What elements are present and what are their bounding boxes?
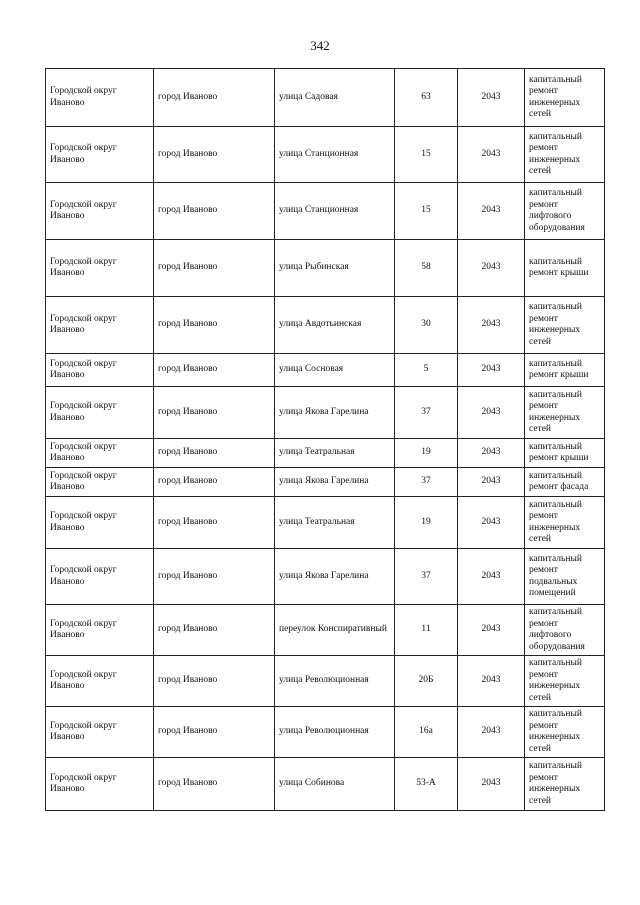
cell-street: улица Якова Гарелина — [275, 549, 395, 605]
cell-work-type: капитальный ремонт инженерных сетей — [525, 758, 605, 811]
cell-house-number: 58 — [395, 240, 458, 297]
cell-work-type: капитальный ремонт инженерных сетей — [525, 707, 605, 758]
cell-region: Городской округ Иваново — [46, 387, 154, 439]
cell-street: улица Собинова — [275, 758, 395, 811]
cell-city: город Иваново — [154, 297, 275, 354]
cell-year: 2043 — [458, 69, 525, 127]
cell-house-number: 30 — [395, 297, 458, 354]
cell-region: Городской округ Иваново — [46, 183, 154, 240]
cell-year: 2043 — [458, 707, 525, 758]
cell-work-type: капитальный ремонт инженерных сетей — [525, 656, 605, 707]
cell-house-number: 15 — [395, 183, 458, 240]
cell-year: 2043 — [458, 656, 525, 707]
cell-region: Городской округ Иваново — [46, 656, 154, 707]
cell-street: улица Театральная — [275, 497, 395, 549]
cell-region: Городской округ Иваново — [46, 758, 154, 811]
cell-year: 2043 — [458, 549, 525, 605]
cell-year: 2043 — [458, 354, 525, 387]
repair-schedule-table — [45, 68, 605, 811]
cell-house-number: 15 — [395, 127, 458, 183]
table-row — [46, 468, 605, 497]
cell-house-number: 5 — [395, 354, 458, 387]
cell-city: город Иваново — [154, 605, 275, 656]
table-row — [46, 354, 605, 387]
cell-city: город Иваново — [154, 354, 275, 387]
cell-city: город Иваново — [154, 707, 275, 758]
cell-house-number: 37 — [395, 468, 458, 497]
cell-street: улица Революционная — [275, 707, 395, 758]
table-row — [46, 387, 605, 439]
cell-city: город Иваново — [154, 549, 275, 605]
cell-region: Городской округ Иваново — [46, 297, 154, 354]
cell-street: улица Якова Гарелина — [275, 468, 395, 497]
cell-house-number: 37 — [395, 387, 458, 439]
table-row — [46, 183, 605, 240]
cell-street: улица Садовая — [275, 69, 395, 127]
cell-street: улица Авдотьинская — [275, 297, 395, 354]
cell-city: город Иваново — [154, 439, 275, 468]
table-row — [46, 297, 605, 354]
cell-region: Городской округ Иваново — [46, 707, 154, 758]
cell-city: город Иваново — [154, 240, 275, 297]
cell-house-number: 11 — [395, 605, 458, 656]
cell-house-number: 19 — [395, 497, 458, 549]
cell-region: Городской округ Иваново — [46, 127, 154, 183]
cell-year: 2043 — [458, 387, 525, 439]
cell-year: 2043 — [458, 439, 525, 468]
cell-work-type: капитальный ремонт крыши — [525, 439, 605, 468]
cell-street: улица Станционная — [275, 183, 395, 240]
table-row — [46, 605, 605, 656]
cell-work-type: капитальный ремонт фасада — [525, 468, 605, 497]
cell-work-type: капитальный ремонт лифтового оборудования — [525, 183, 605, 240]
page-number: 342 — [310, 38, 330, 53]
cell-house-number: 37 — [395, 549, 458, 605]
cell-street: улица Революционная — [275, 656, 395, 707]
cell-work-type: капитальный ремонт инженерных сетей — [525, 127, 605, 183]
cell-house-number: 20Б — [395, 656, 458, 707]
table-row — [46, 127, 605, 183]
cell-work-type: капитальный ремонт крыши — [525, 240, 605, 297]
cell-year: 2043 — [458, 127, 525, 183]
cell-city: город Иваново — [154, 468, 275, 497]
cell-work-type: капитальный ремонт крыши — [525, 354, 605, 387]
cell-region: Городской округ Иваново — [46, 468, 154, 497]
cell-year: 2043 — [458, 240, 525, 297]
cell-city: город Иваново — [154, 127, 275, 183]
cell-year: 2043 — [458, 605, 525, 656]
cell-street: улица Станционная — [275, 127, 395, 183]
cell-region: Городской округ Иваново — [46, 69, 154, 127]
cell-year: 2043 — [458, 758, 525, 811]
cell-work-type: капитальный ремонт подвальных помещений — [525, 549, 605, 605]
table-row — [46, 656, 605, 707]
cell-street: улица Якова Гарелина — [275, 387, 395, 439]
cell-work-type: капитальный ремонт инженерных сетей — [525, 387, 605, 439]
table-row — [46, 549, 605, 605]
table-row — [46, 758, 605, 811]
cell-year: 2043 — [458, 183, 525, 240]
cell-region: Городской округ Иваново — [46, 497, 154, 549]
cell-year: 2043 — [458, 468, 525, 497]
cell-region: Городской округ Иваново — [46, 605, 154, 656]
cell-city: город Иваново — [154, 69, 275, 127]
cell-year: 2043 — [458, 297, 525, 354]
cell-street: улица Театральная — [275, 439, 395, 468]
table-row — [46, 240, 605, 297]
table-row — [46, 439, 605, 468]
cell-work-type: капитальный ремонт инженерных сетей — [525, 69, 605, 127]
cell-city: город Иваново — [154, 656, 275, 707]
cell-work-type: капитальный ремонт инженерных сетей — [525, 297, 605, 354]
cell-region: Городской округ Иваново — [46, 439, 154, 468]
cell-city: город Иваново — [154, 497, 275, 549]
table-row — [46, 69, 605, 127]
cell-street: улица Рыбинская — [275, 240, 395, 297]
cell-work-type: капитальный ремонт инженерных сетей — [525, 497, 605, 549]
cell-work-type: капитальный ремонт лифтового оборудования — [525, 605, 605, 656]
cell-city: город Иваново — [154, 183, 275, 240]
cell-region: Городской округ Иваново — [46, 549, 154, 605]
cell-region: Городской округ Иваново — [46, 354, 154, 387]
cell-city: город Иваново — [154, 387, 275, 439]
cell-house-number: 19 — [395, 439, 458, 468]
table-row — [46, 707, 605, 758]
cell-street: улица Сосновая — [275, 354, 395, 387]
cell-street: переулок Конспиративный — [275, 605, 395, 656]
cell-year: 2043 — [458, 497, 525, 549]
cell-house-number: 16а — [395, 707, 458, 758]
cell-region: Городской округ Иваново — [46, 240, 154, 297]
cell-city: город Иваново — [154, 758, 275, 811]
cell-house-number: 53-А — [395, 758, 458, 811]
cell-house-number: 63 — [395, 69, 458, 127]
table-row — [46, 497, 605, 549]
